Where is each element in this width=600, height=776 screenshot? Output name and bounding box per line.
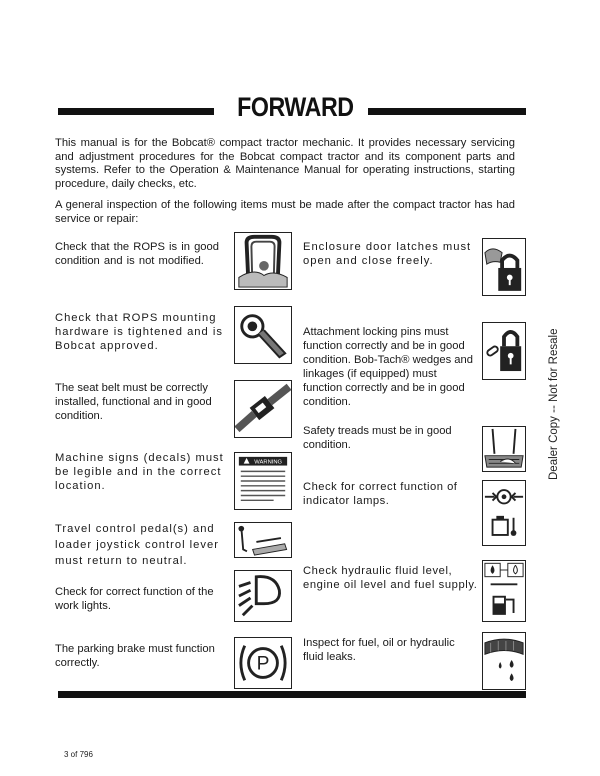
work-light-icon xyxy=(234,570,292,622)
door-latch-icon xyxy=(482,238,526,296)
item-seat-belt: The seat belt must be correctly installed, functional and in good condition. xyxy=(55,382,212,422)
item-work-lights: Check for correct function of the work lights. xyxy=(55,586,214,612)
rops-icon xyxy=(234,232,292,290)
header-rule-left xyxy=(58,108,214,115)
item-attachment-pins: Attachment locking pins must function correctly and be in good condition. Bob-Tach® wedges and linkages (if equipped) must function correctly and be in good condition. xyxy=(303,326,473,408)
item-fluid-levels: Check hydraulic fluid level, engine oil level and fuel supply. xyxy=(303,565,478,591)
item-safety-treads: Safety treads must be in good condition. xyxy=(303,425,452,451)
locking-pin-icon xyxy=(482,322,526,380)
item-leak-inspection: Inspect for fuel, oil or hydraulic fluid leaks. xyxy=(303,637,455,663)
item-rops-hardware: Check that ROPS mounting hardware is tightened and is Bobcat approved. xyxy=(55,312,223,352)
indicator-lamp-icon xyxy=(482,480,526,546)
seat-belt-icon xyxy=(234,380,292,438)
parking-brake-icon xyxy=(234,637,292,689)
fluid-leak-icon xyxy=(482,632,526,690)
side-watermark: Dealer Copy -- Not for Resale xyxy=(548,328,560,480)
decal-warning-label: WARNING xyxy=(254,459,283,466)
header-rule-right xyxy=(368,108,526,115)
page-title: FORWARD xyxy=(237,92,354,122)
intro-paragraph: This manual is for the Bobcat® compact tractor mechanic. It provides necessary servicing and adjustment procedures for the Bobcat compact tractor and its component parts and systems. Refer to the Operation & Maintenance Manual for operating instructions, starting procedure, daily checks, etc. xyxy=(55,137,515,190)
item-indicator-lamps: Check for correct function of indicator lamps. xyxy=(303,481,458,507)
item-rops-condition: Check that the ROPS is in good condition and is not modified. xyxy=(55,241,219,267)
footer-rule xyxy=(58,691,526,698)
inspection-paragraph: A general inspection of the following items must be made after the compact tractor has had service or repair: xyxy=(55,199,515,225)
decal-icon xyxy=(234,452,292,510)
fluid-level-icon xyxy=(482,560,526,622)
parking-letter: P xyxy=(256,653,270,675)
item-travel-control: Travel control pedal(s) and loader joystick control lever must return to neutral. xyxy=(55,523,219,567)
control-pedal-icon xyxy=(234,522,292,558)
safety-tread-icon xyxy=(482,426,526,472)
item-parking-brake: The parking brake must function correctly. xyxy=(55,643,215,669)
wrench-icon xyxy=(234,306,292,364)
item-machine-signs: Machine signs (decals) must be legible and in the correct location. xyxy=(55,452,224,492)
item-door-latches: Enclosure door latches must open and close freely. xyxy=(303,241,472,267)
page-number: 3 of 796 xyxy=(64,750,93,759)
